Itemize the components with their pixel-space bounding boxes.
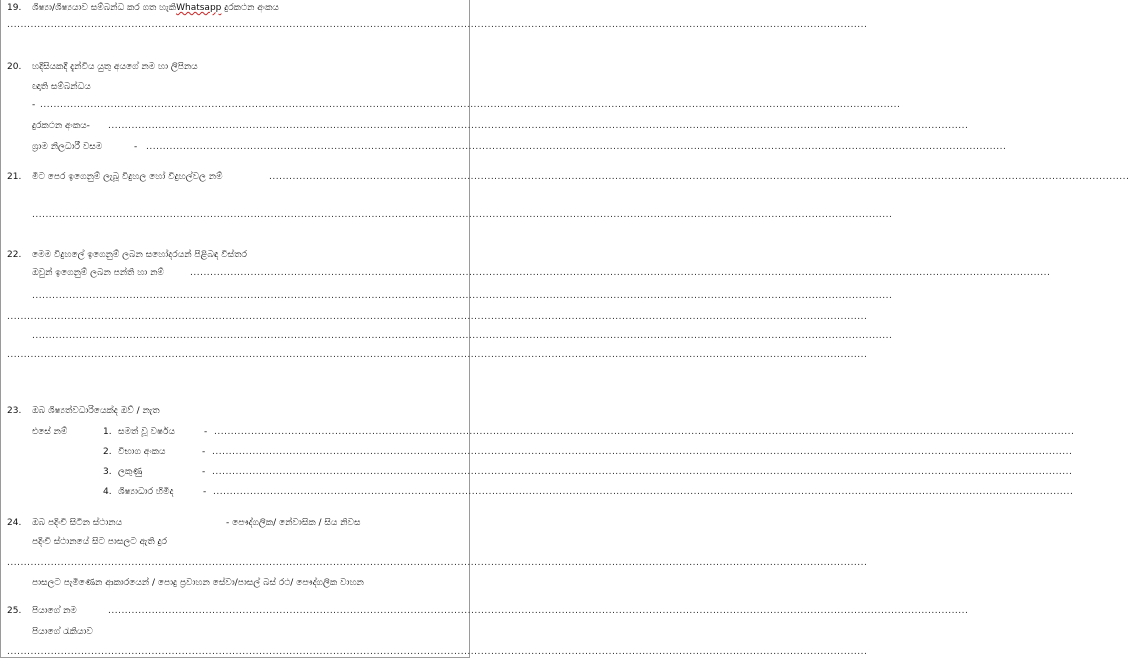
q22-line-3[interactable]: ................................................................................................................................................................................................................................................................ <box>32 331 893 341</box>
q20-number: 20. <box>7 62 22 72</box>
q23-number: 23. <box>7 406 22 416</box>
q21-line-2[interactable]: ................................................................................................................................................................................................................................................................ <box>32 210 893 220</box>
q25-number: 25. <box>7 606 22 616</box>
q22-margin-dots-2: ................................................................................................................................................................................................................................................................ <box>7 350 868 360</box>
q23-item-number: 3. <box>103 467 112 477</box>
q22-number: 22. <box>7 250 22 260</box>
q24-distance-line[interactable]: ................................................................................................................................................................................................................................................................ <box>7 558 868 568</box>
q22-line-2[interactable]: ................................................................................................................................................................................................................................................................ <box>32 291 893 301</box>
whatsapp-word: Whatsapp <box>176 3 222 13</box>
q19-answer-line[interactable]: ................................................................................................................................................................................................................................................................ <box>7 20 868 30</box>
q23-item-number: 4. <box>103 487 112 497</box>
q25-father-line[interactable]: ................................................................................................................................................................................................................................................................ <box>108 606 969 616</box>
q24-options: - පෞද්ගලික/ නේවාසික / සිය නිවස <box>226 518 361 528</box>
q23-item-number: 1. <box>103 427 112 437</box>
q23-item-dash: - <box>204 427 208 437</box>
q20-phone-label: දුරකථන අංකය- <box>32 121 90 131</box>
q20-dash: - <box>32 100 36 110</box>
q24-distance-label: පදිංචි ස්ථානයේ සිට පාසලට ඇති දුර <box>32 537 167 547</box>
q23-item-line[interactable]: ................................................................................................................................................................................................................................................................ <box>212 447 1073 457</box>
q23-item-line[interactable]: ................................................................................................................................................................................................................................................................ <box>213 487 1074 497</box>
q23-item-label: විභාග අංකය <box>118 447 166 457</box>
q19-number: 19. <box>7 3 22 13</box>
q23-item-label: සමත් වූ වර්ෂය <box>118 427 175 437</box>
q23-item-number: 2. <box>103 447 112 457</box>
q23-item-dash: - <box>202 447 206 457</box>
q22-margin-dots-1: ................................................................................................................................................................................................................................................................ <box>7 312 868 322</box>
q23-item-dash: - <box>202 467 206 477</box>
q23-item-line[interactable]: ................................................................................................................................................................................................................................................................ <box>212 467 1073 477</box>
q24-number: 24. <box>7 518 22 528</box>
q21-number: 21. <box>7 172 22 182</box>
q22-title: මෙම විදුහලේ ඉගෙනුම් ලබන සහෝදරයන් පිළිබඳ විස්තර <box>32 250 247 260</box>
q23-item-label: ලකුණු <box>118 467 143 477</box>
q20-gn-dash: - <box>134 142 138 152</box>
q24-text: ඔබ පදිංචි සිටින ස්ථානය <box>32 518 123 528</box>
q19-label: ශිෂ්‍යා/ශිෂ්‍යයාව සම්බන්ධ කර ගත හැකිWhatsapp දුරකථන අංකය <box>32 3 279 13</box>
q20-title: හදිසියකදී දැන්විය යුතු අයගේ නම හා ලිපිනය <box>32 62 198 72</box>
q20-relation-label: ඥාති සම්බන්ධය <box>32 82 91 92</box>
q20-gn-label: ග්‍රාම නිලධාරී වසම <box>32 142 103 152</box>
q23-if-yes: එසේ නම් <box>32 427 68 437</box>
q22-subtitle: ඔවුන් ඉගෙනුම් ලබන පන්ති හා නම් <box>32 268 164 278</box>
q25-father-label: පියාගේ නම <box>32 606 77 616</box>
q23-item-label: ශිෂ්‍යාධාර හිමිද <box>118 487 174 497</box>
q23-item-line[interactable]: ................................................................................................................................................................................................................................................................ <box>214 427 1075 437</box>
q25-job-label: පියාගේ රැකියාව <box>32 627 93 637</box>
q23-item-dash: - <box>203 487 207 497</box>
q23-title: ඔබ ශිෂ්‍යත්වධාරියෙක්ද ඔව් / නැත <box>32 406 160 416</box>
q21-text: මීට පෙර ඉගෙනුම් ලැබූ විදුහල හෝ විදුහල්වල නම් <box>32 172 223 182</box>
q25-job-line[interactable]: ................................................................................................................................................................................................................................................................ <box>7 647 868 657</box>
q20-gn-line[interactable]: ................................................................................................................................................................................................................................................................ <box>146 142 1007 152</box>
q21-line-1[interactable]: ................................................................................................................................................................................................................................................................ <box>269 172 1129 182</box>
q24-transport: පාසලට පැමිණෙන ආකාරයෙන් / පොදු ප්‍රවාහන සේවා/පාසල් බස් රථ/ පෞද්ගලික වාහන <box>32 578 364 588</box>
q22-line-1[interactable]: ................................................................................................................................................................................................................................................................ <box>190 268 1051 278</box>
q20-phone-line[interactable]: ................................................................................................................................................................................................................................................................ <box>108 121 969 131</box>
q20-relation-line[interactable]: ................................................................................................................................................................................................................................................................ <box>40 100 901 110</box>
